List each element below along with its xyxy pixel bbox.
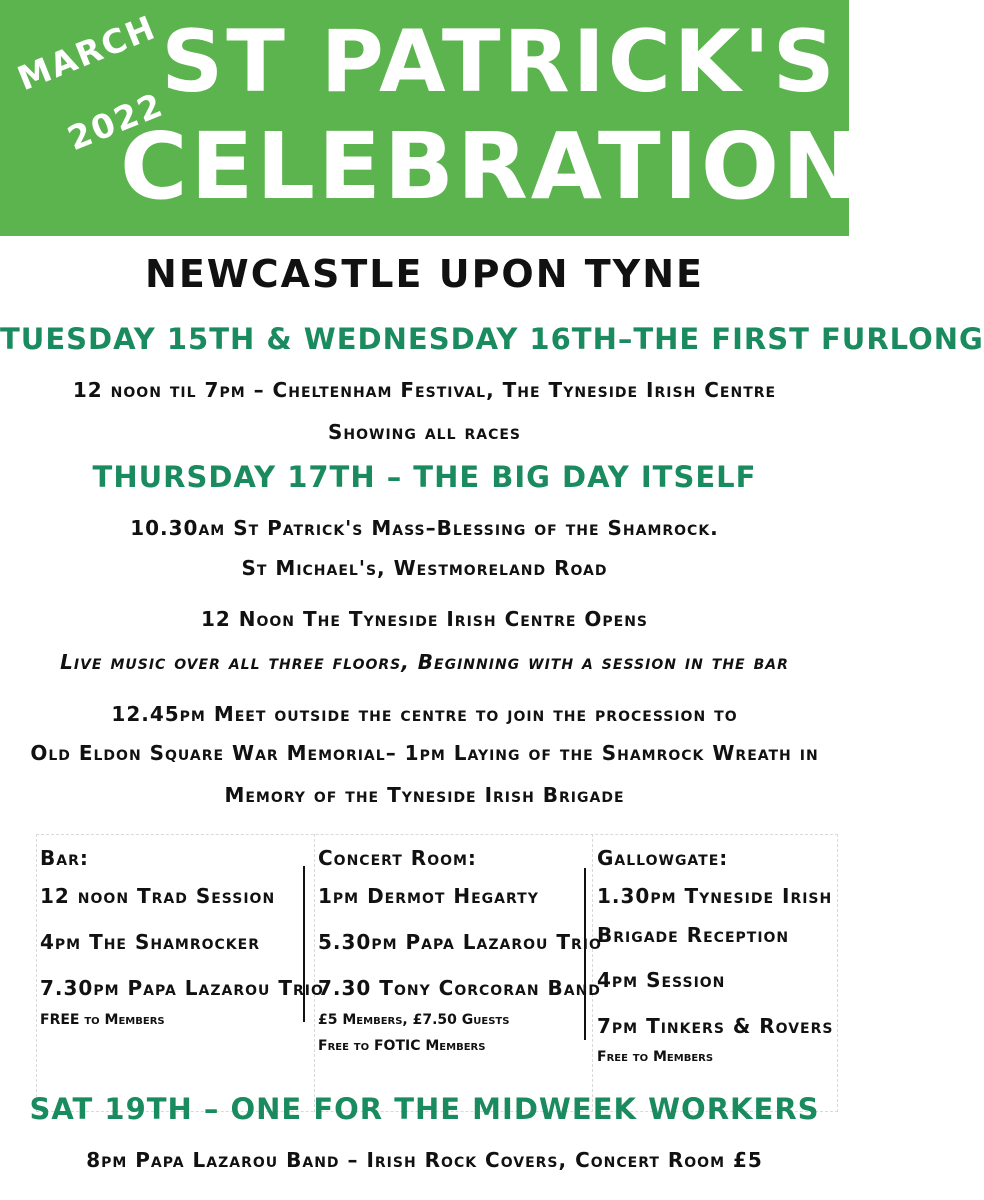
bar-item: 12 noon Trad Session: [40, 884, 276, 908]
concert-item: 5.30pm Papa Lazarou Trio: [318, 930, 602, 954]
column-rule: [584, 868, 586, 1040]
procession-line1: 12.45pm Meet outside the centre to join the procession to: [111, 702, 738, 726]
gallowgate-item: 4pm Session: [597, 968, 726, 992]
section2-heading: THURSDAY 17TH – THE BIG DAY ITSELF: [92, 460, 757, 494]
grid-divider: [314, 834, 315, 1112]
gallowgate-item: Brigade Reception: [597, 923, 790, 947]
concert-title: Concert Room:: [318, 846, 477, 870]
section3-heading: SAT 19TH – ONE FOR THE MIDWEEK WORKERS: [29, 1092, 820, 1126]
concert-item: 1pm Dermot Hegarty: [318, 884, 539, 908]
stamp-month: MARCH: [12, 7, 162, 99]
bar-title: Bar:: [40, 846, 89, 870]
section3-line1: 8pm Papa Lazarou Band – Irish Rock Covers, Concert Room £5: [86, 1148, 763, 1172]
gallowgate-item: 1.30pm Tyneside Irish: [597, 884, 833, 908]
grid-divider: [592, 834, 593, 1112]
city-heading: NEWCASTLE UPON TYNE: [145, 252, 704, 296]
section1-heading: TUESDAY 15TH & WEDNESDAY 16TH–THE FIRST FURLONG: [0, 322, 984, 356]
concert-note: Free to FOTIC Members: [318, 1038, 486, 1054]
section1-line2: Showing all races: [327, 420, 522, 444]
stamp-year: 2022: [62, 84, 170, 159]
bar-item: 4pm The Shamrocker: [40, 930, 260, 954]
banner-title-line2: CELEBRATIONS: [120, 113, 932, 220]
mass-line2: St Michael's, Westmoreland Road: [241, 556, 608, 580]
gallowgate-note: Free to Members: [597, 1049, 714, 1065]
title-banner: [0, 0, 932, 236]
gallowgate-item: 7pm Tinkers & Rovers: [597, 1014, 834, 1038]
open-line1: 12 Noon The Tyneside Irish Centre Opens: [200, 607, 649, 631]
concert-item: 7.30 Tony Corcoran Band: [318, 976, 601, 1000]
procession-line2: Old Eldon Square War Memorial– 1pm Laying of the Shamrock Wreath in: [30, 741, 819, 765]
procession-line3: Memory of the Tyneside Irish Brigade: [224, 783, 625, 807]
mass-line1: 10.30am St Patrick's Mass–Blessing of the Shamrock.: [130, 516, 719, 540]
open-line2: Live music over all three floors, Beginning with a session in the bar: [60, 650, 789, 674]
banner-title-line1: ST PATRICK'S: [161, 12, 838, 112]
gallowgate-title: Gallowgate:: [597, 846, 729, 870]
bar-note: FREE to Members: [40, 1012, 165, 1028]
concert-note: £5 Members, £7.50 Guests: [318, 1012, 510, 1028]
bar-item: 7.30pm Papa Lazarou Trio: [40, 976, 324, 1000]
section1-line1: 12 noon til 7pm – Cheltenham Festival, The Tyneside Irish Centre: [72, 378, 777, 402]
